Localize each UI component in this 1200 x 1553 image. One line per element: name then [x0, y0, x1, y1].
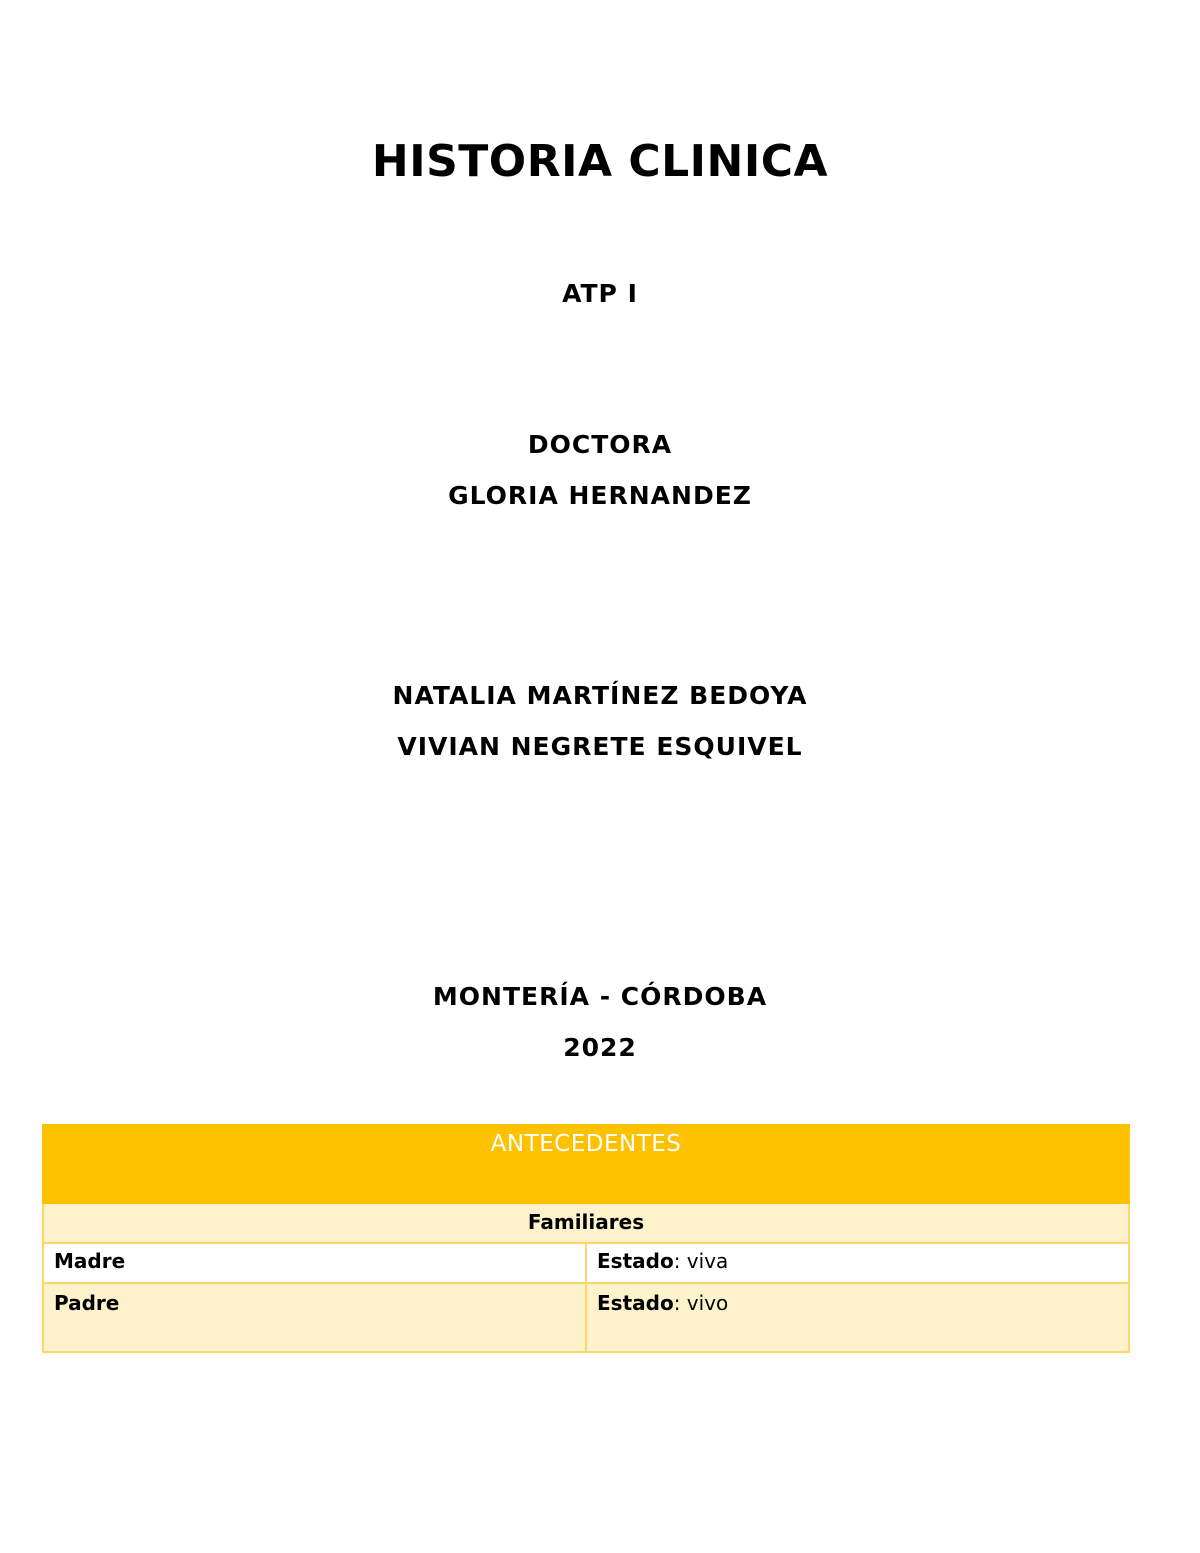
status-cell — [586, 1243, 1129, 1283]
status-value: viva — [686, 1249, 729, 1273]
table-subheader: Familiares — [43, 1203, 1129, 1243]
status-separator: : — [673, 1291, 681, 1315]
status-separator: : — [673, 1249, 681, 1273]
status-value: vivo — [686, 1291, 729, 1315]
status-cell — [586, 1283, 1129, 1352]
city: MONTERÍA - CÓRDOBA — [432, 982, 768, 1011]
relation-cell: Madre — [43, 1243, 586, 1283]
course-name: ATP I — [562, 279, 638, 308]
year: 2022 — [563, 1033, 637, 1062]
table-row — [43, 1283, 1129, 1352]
status-label: Estado — [597, 1249, 674, 1273]
doctor-role: DOCTORA — [527, 430, 673, 459]
author-name: VIVIAN NEGRETE ESQUIVEL — [397, 732, 803, 761]
status-label: Estado — [597, 1291, 674, 1315]
relation-cell: Padre — [43, 1283, 586, 1352]
table-header: ANTECEDENTES — [43, 1125, 1129, 1203]
antecedentes-table — [42, 1124, 1130, 1353]
document-title: HISTORIA CLINICA — [371, 136, 829, 187]
table-row — [43, 1243, 1129, 1283]
doctor-name: GLORIA HERNANDEZ — [448, 481, 752, 510]
author-name: NATALIA MARTÍNEZ BEDOYA — [392, 681, 808, 710]
